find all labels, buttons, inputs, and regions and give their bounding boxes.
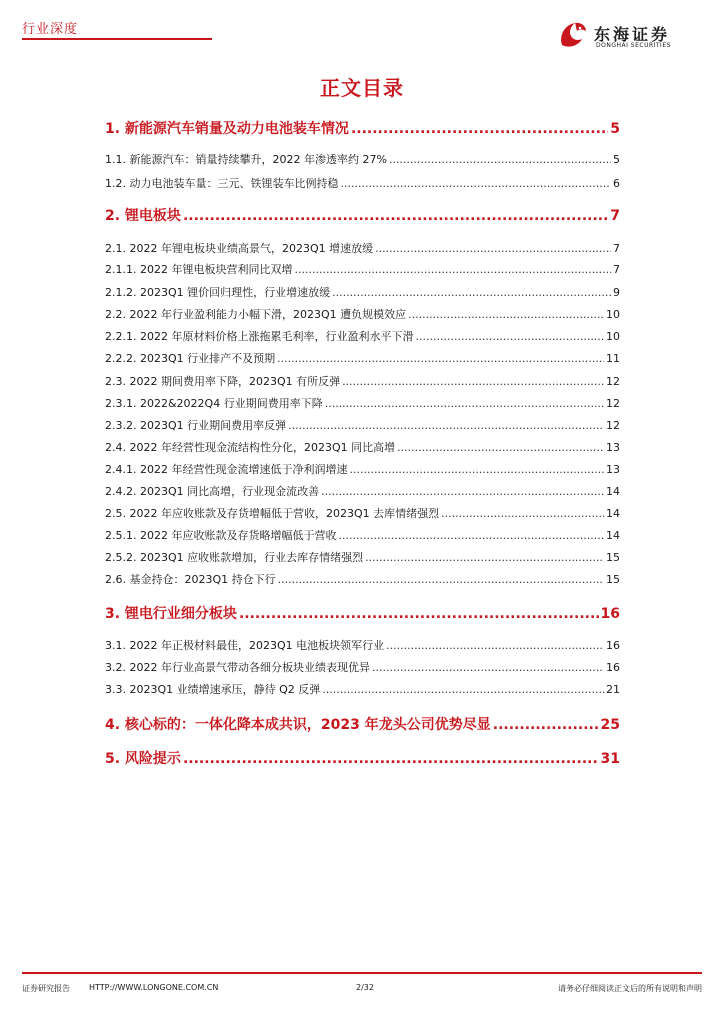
toc-page-number: 5 [613, 153, 620, 166]
footer-url: HTTP://WWW.LONGONE.COM.CN [89, 983, 219, 992]
toc-dot-leader [277, 352, 604, 365]
toc-page-number: 7 [610, 208, 620, 224]
toc-entry-title: 2.1.1. 2022 年锂电板块营利同比双增 [105, 263, 293, 276]
toc-page-number: 13 [606, 441, 620, 454]
toc-dot-leader [342, 375, 604, 388]
toc-dot-leader [332, 286, 611, 299]
toc-entry-title: 3.3. 2023Q1 业绩增速承压，静待 Q2 反弹 [105, 683, 321, 696]
toc-dot-leader [294, 263, 611, 276]
toc-entry-title: 5. 风险提示 [105, 751, 181, 767]
toc-subsection-entry[interactable] [105, 461, 620, 477]
toc-section-entry[interactable] [105, 205, 620, 225]
toc-subsection-entry[interactable] [105, 483, 620, 499]
toc-page-number: 12 [606, 397, 620, 410]
toc-dot-leader [372, 661, 604, 674]
toc-subsection-entry[interactable] [105, 549, 620, 565]
toc-entry-title: 1.1. 新能源汽车：销量持续攀升，2022 年渗透率约 27% [105, 153, 387, 166]
toc-page-number: 15 [606, 551, 620, 564]
toc-page-number: 31 [600, 751, 620, 767]
toc-page-number: 7 [613, 263, 620, 276]
toc-entry-title: 3.1. 2022 年正极材料最佳，2023Q1 电池板块领军行业 [105, 639, 385, 652]
toc-entry-title: 2.6. 基金持仓：2023Q1 持仓下行 [105, 573, 276, 586]
toc-dot-leader [375, 242, 611, 255]
logo-english-name: DONGHAI SECURITIES [596, 42, 671, 49]
toc-dot-leader [183, 208, 608, 224]
page-title: 正文目录 [320, 76, 404, 100]
footer-disclaimer: 请务必仔细阅读正文后的所有说明和声明 [558, 984, 702, 993]
toc-page-number: 5 [610, 121, 620, 137]
footer-label: 证券研究报告 [22, 984, 70, 993]
page-header [0, 0, 724, 50]
toc-entry-title: 2.3. 2022 期间费用率下降，2023Q1 有所反弹 [105, 375, 341, 388]
toc-subsection-entry[interactable] [105, 306, 620, 322]
toc-dot-leader [239, 606, 599, 622]
toc-entry-title: 3. 锂电行业细分板块 [105, 606, 237, 622]
toc-dot-leader [322, 683, 604, 696]
toc-dot-leader [389, 153, 611, 166]
toc-dot-leader [386, 639, 604, 652]
toc-dot-leader [341, 177, 612, 190]
toc-entry-title: 2.5. 2022 年应收账款及存货增幅低于营收，2023Q1 去库情绪强烈 [105, 507, 440, 520]
toc-dot-leader [321, 485, 604, 498]
toc-page-number: 14 [606, 507, 620, 520]
toc-page-number: 12 [606, 375, 620, 388]
logo-chinese-name: 东海证券 [594, 25, 671, 44]
company-logo [556, 18, 706, 50]
toc-entry-title: 2.4.1. 2022 年经营性现金流增速低于净利润增速 [105, 463, 348, 476]
toc-entry-title: 1. 新能源汽车销量及动力电池装车情况 [105, 121, 349, 137]
toc-dot-leader [397, 441, 604, 454]
toc-dot-leader [351, 121, 608, 137]
toc-subsection-entry[interactable] [105, 659, 620, 675]
toc-dot-leader [325, 397, 604, 410]
footer-rule [22, 972, 702, 974]
toc-section-entry[interactable] [105, 714, 620, 734]
toc-subsection-entry[interactable] [105, 527, 620, 543]
toc-page-number: 15 [606, 573, 620, 586]
toc-dot-leader [365, 551, 604, 564]
toc-subsection-entry[interactable] [105, 284, 620, 300]
toc-entry-title: 2. 锂电板块 [105, 208, 181, 224]
toc-dot-leader [349, 463, 604, 476]
toc-dot-leader [288, 419, 604, 432]
logo-emblem-icon [556, 18, 590, 52]
toc-dot-leader [338, 529, 604, 542]
toc-page-number: 11 [606, 352, 620, 365]
toc-dot-leader [493, 717, 599, 733]
toc-entry-title: 2.2.2. 2023Q1 行业排产不及预期 [105, 352, 276, 365]
toc-page-number: 10 [606, 308, 620, 321]
toc-entry-title: 2.3.2. 2023Q1 行业期间费用率反弹 [105, 419, 287, 432]
header-rule [22, 38, 212, 40]
toc-subsection-entry[interactable] [105, 373, 620, 389]
toc-page-number: 13 [606, 463, 620, 476]
toc-entry-title: 2.4. 2022 年经营性现金流结构性分化，2023Q1 同比高增 [105, 441, 396, 454]
toc-dot-leader [441, 507, 604, 520]
toc-entry-title: 2.2. 2022 年行业盈利能力小幅下滑，2023Q1 遭负规模效应 [105, 308, 407, 321]
toc-entry-title: 2.5.1. 2022 年应收账款及存货略增幅低于营收 [105, 529, 337, 542]
toc-entry-title: 2.4.2. 2023Q1 同比高增，行业现金流改善 [105, 485, 320, 498]
toc-subsection-entry[interactable] [105, 505, 620, 521]
toc-dot-leader [278, 573, 604, 586]
toc-page-number: 12 [606, 419, 620, 432]
toc-page-number: 21 [606, 683, 620, 696]
toc-subsection-entry[interactable] [105, 571, 620, 587]
toc-subsection-entry[interactable] [105, 681, 620, 697]
toc-section-entry[interactable] [105, 603, 620, 623]
toc-dot-leader [408, 308, 604, 321]
toc-entry-title: 4. 核心标的：一体化降本成共识，2023 年龙头公司优势尽显 [105, 717, 491, 733]
toc-dot-leader [415, 330, 604, 343]
toc-page-number: 9 [613, 286, 620, 299]
toc-dot-leader [183, 751, 599, 767]
toc-entry-title: 3.2. 2022 年行业高景气带动各细分板块业绩表现优异 [105, 661, 370, 674]
toc-page-number: 25 [600, 717, 620, 733]
toc-subsection-entry[interactable] [105, 151, 620, 167]
toc-subsection-entry[interactable] [105, 637, 620, 653]
toc-page-number: 16 [606, 661, 620, 674]
report-type-tag: 行业深度 [22, 22, 79, 37]
toc-subsection-entry[interactable] [105, 417, 620, 433]
toc-subsection-entry[interactable] [105, 175, 620, 191]
toc-subsection-entry[interactable] [105, 240, 620, 256]
page-number: 2/32 [356, 983, 374, 992]
toc-page-number: 10 [606, 330, 620, 343]
toc-page-number: 14 [606, 529, 620, 542]
toc-entry-title: 2.3.1. 2022&2022Q4 行业期间费用率下降 [105, 397, 323, 410]
toc-page-number: 16 [606, 639, 620, 652]
toc-entry-title: 2.1.2. 2023Q1 锂价回归理性，行业增速放缓 [105, 286, 331, 299]
toc-subsection-entry[interactable] [105, 261, 620, 277]
toc-page-number: 16 [600, 606, 620, 622]
toc-page-number: 14 [606, 485, 620, 498]
toc-subsection-entry[interactable] [105, 328, 620, 344]
toc-page-number: 7 [613, 242, 620, 255]
toc-section-entry[interactable] [105, 748, 620, 768]
toc-subsection-entry[interactable] [105, 395, 620, 411]
toc-entry-title: 2.1. 2022 年锂电板块业绩高景气，2023Q1 增速放缓 [105, 242, 374, 255]
toc-subsection-entry[interactable] [105, 350, 620, 366]
toc-entry-title: 2.2.1. 2022 年原材料价格上涨拖累毛利率，行业盈利水平下滑 [105, 330, 414, 343]
toc-entry-title: 1.2. 动力电池装车量：三元、铁锂装车比例持稳 [105, 177, 339, 190]
toc-section-entry[interactable] [105, 118, 620, 138]
toc-subsection-entry[interactable] [105, 439, 620, 455]
toc-entry-title: 2.5.2. 2023Q1 应收账款增加，行业去库存情绪强烈 [105, 551, 364, 564]
toc-page-number: 6 [613, 177, 620, 190]
